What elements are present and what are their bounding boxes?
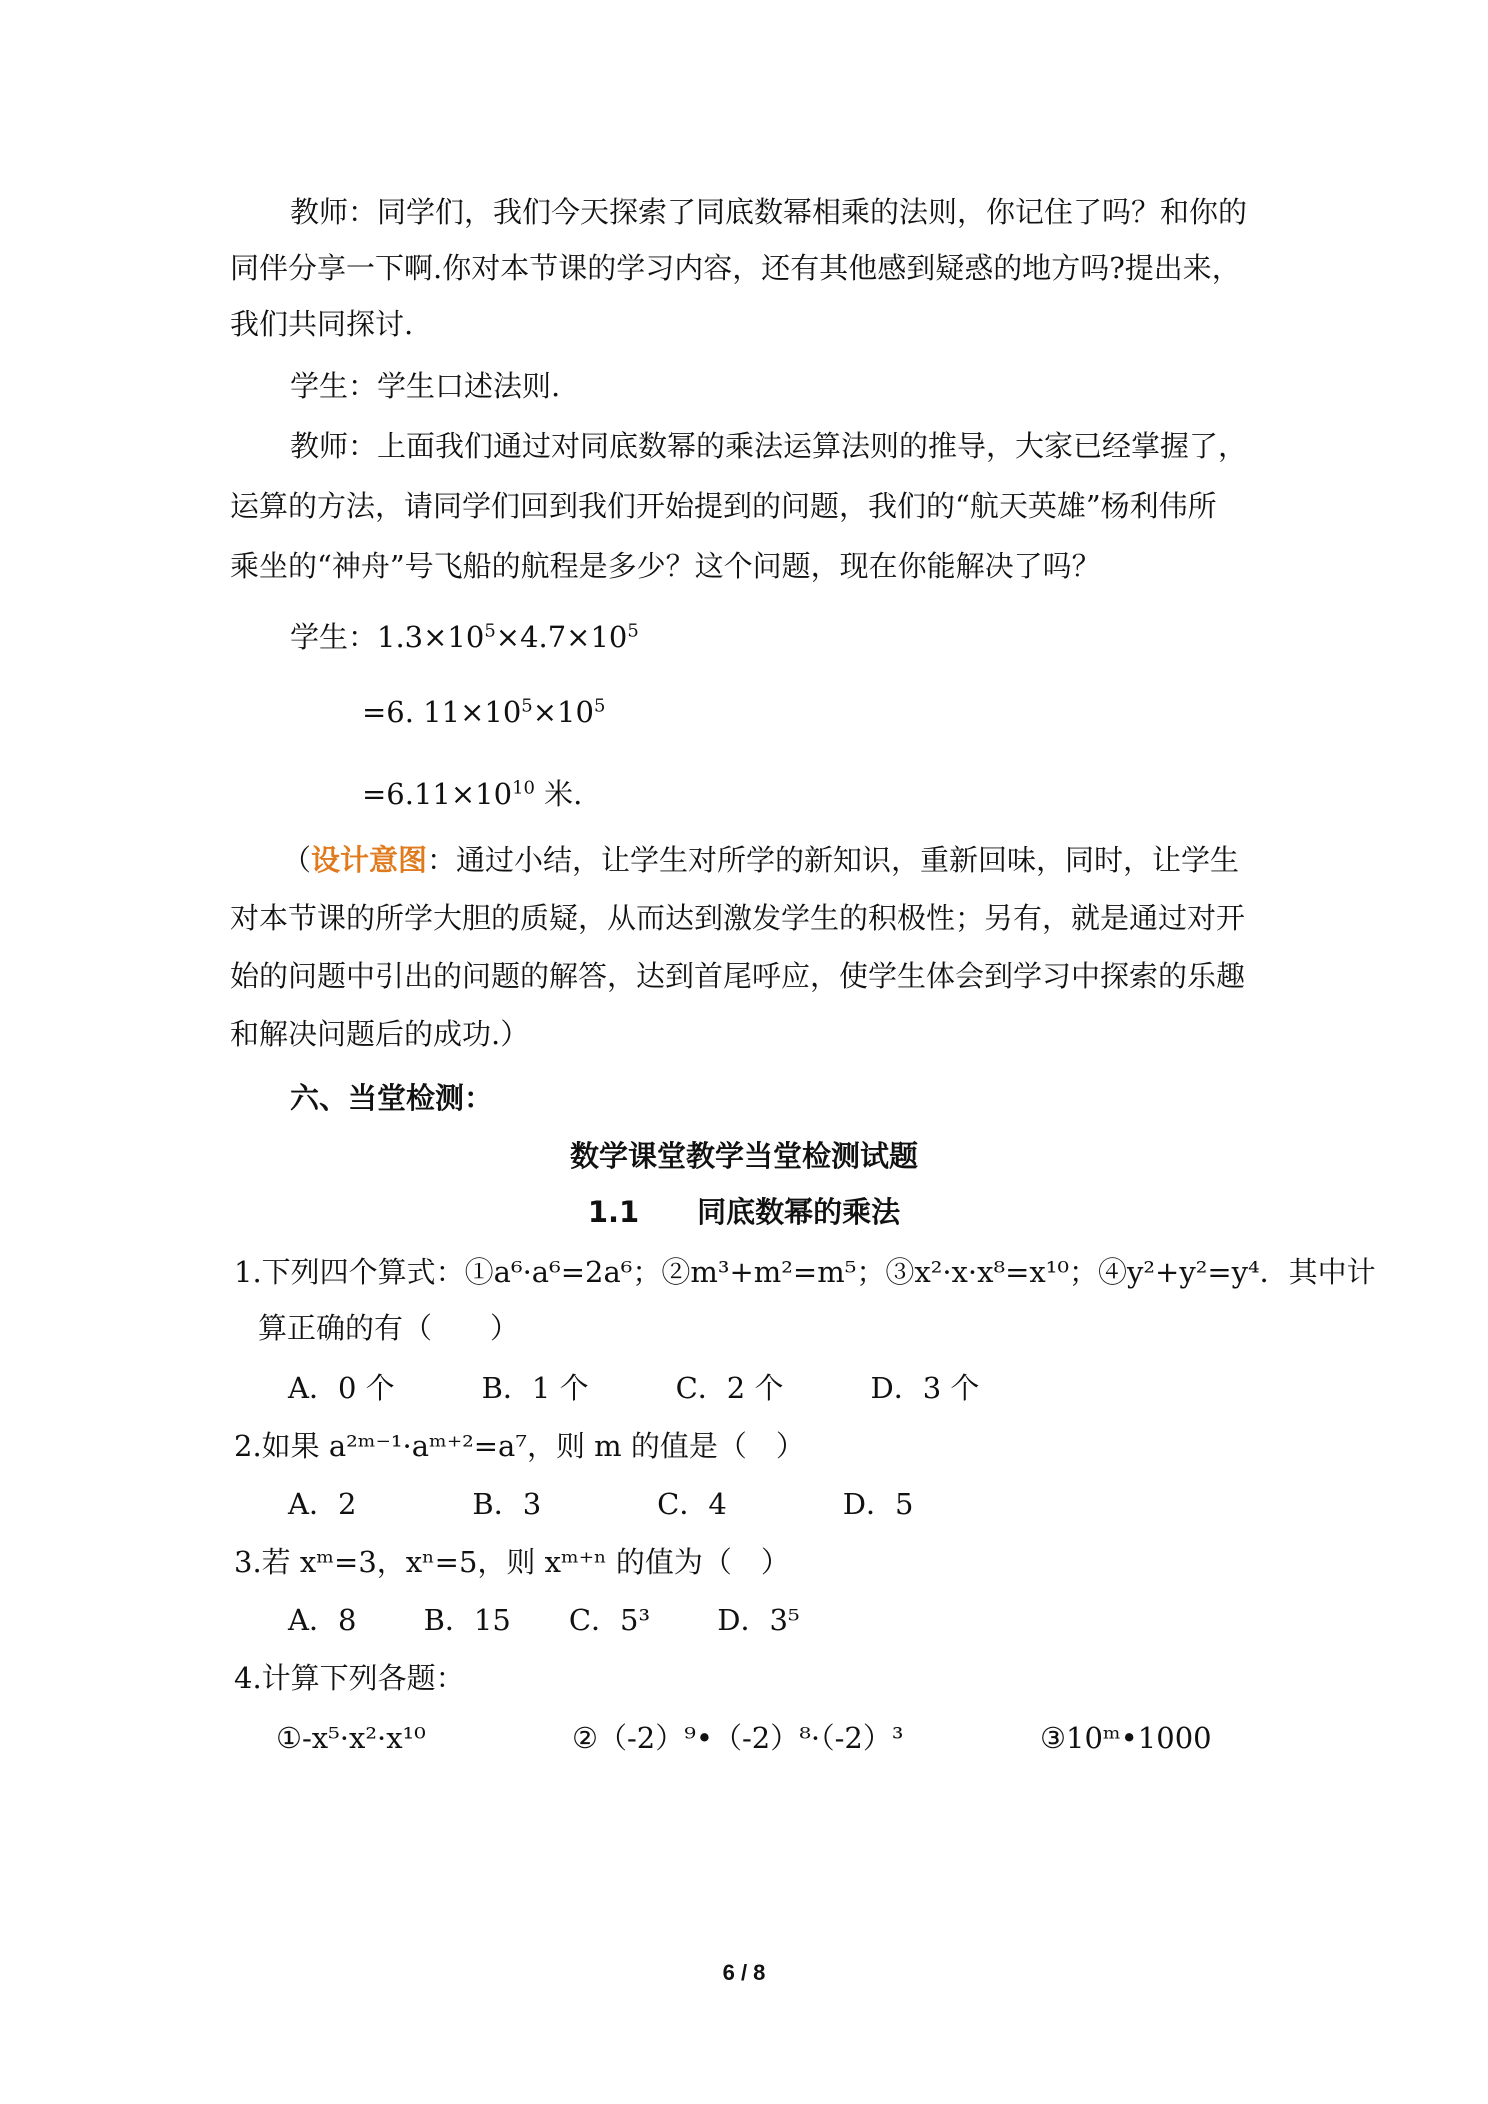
paragraph-line: 对本节课的所学大胆的质疑，从而达到激发学生的积极性；另有，就是通过对开	[230, 901, 1246, 935]
page-number: 6 / 8	[722, 1960, 766, 1985]
paragraph-line: 我们共同探讨.	[230, 307, 414, 341]
test-title: 数学课堂教学当堂检测试题	[569, 1139, 918, 1173]
test-subtitle: 1.1 同底数幂的乘法	[587, 1195, 901, 1229]
paragraph-line: 运算的方法，请同学们回到我们开始提到的问题，我们的“航天英雄”杨利伟所	[230, 489, 1217, 523]
question-2: 2.如果 a²ᵐ⁻¹·aᵐ⁺²=a⁷，则 m 的值是（ ）	[234, 1429, 805, 1463]
question-1-continued: 算正确的有（ ）	[258, 1311, 520, 1345]
question-1-options: A．0 个 B．1 个 C．2 个 D．3 个	[288, 1371, 980, 1405]
section-heading: 六、当堂检测：	[290, 1081, 494, 1115]
paragraph-line: 始的问题中引出的问题的解答，达到首尾呼应，使学生体会到学习中探索的乐趣	[230, 959, 1246, 993]
student-calc-line-3: $=6.11\times 10^{10}$ 米.	[362, 777, 583, 811]
paragraph-line: 同伴分享一下啊.你对本节课的学习内容，还有其他感到疑惑的地方吗?提出来，	[230, 251, 1241, 285]
question-1: 1.下列四个算式：①a⁶·a⁶=2a⁶；②m³+m²=m⁵；③x²·x·x⁸=x¹⁰；④y²+y²=y⁴．其中计	[234, 1255, 1376, 1289]
paragraph-line: 教师：同学们，我们今天探索了同底数幂相乘的法则，你记住了吗？和你的	[290, 195, 1248, 229]
design-intent-line: （设计意图：通过小结，让学生对所学的新知识，重新回味，同时，让学生	[282, 843, 1240, 877]
paragraph-line: 教师：上面我们通过对同底数幂的乘法运算法则的推导，大家已经掌握了，	[290, 429, 1248, 463]
paragraph-line: 乘坐的“神舟”号飞船的航程是多少？这个问题，现在你能解决了吗？	[230, 549, 1101, 583]
paragraph-line: 和解决问题后的成功.）	[230, 1017, 530, 1051]
question-3-options: A．8 B．15 C．5³ D．3⁵	[288, 1603, 800, 1637]
question-2-options: A．2 B．3 C．4 D．5	[288, 1487, 914, 1521]
student-calc-line-1: 学生：$1.3\times 10^5\times 4.7\times 10^5$	[290, 620, 639, 654]
paragraph-line: 学生：学生口述法则.	[290, 369, 561, 403]
question-4: 4.计算下列各题：	[234, 1661, 465, 1695]
student-calc-line-2: =6. $11\times 10^5\times 10^5$	[362, 695, 606, 729]
design-intent-label: 设计意图	[311, 843, 428, 877]
question-4-part-3: ③10ᵐ•1000	[1040, 1721, 1212, 1755]
question-4-part-2: ②（-2）⁹•（-2）⁸·（-2）³	[572, 1721, 904, 1755]
question-3: 3.若 xᵐ=3，xⁿ=5，则 xᵐ⁺ⁿ 的值为（ ）	[234, 1545, 790, 1579]
question-4-part-1: ①-x⁵·x²·x¹⁰	[276, 1721, 426, 1755]
